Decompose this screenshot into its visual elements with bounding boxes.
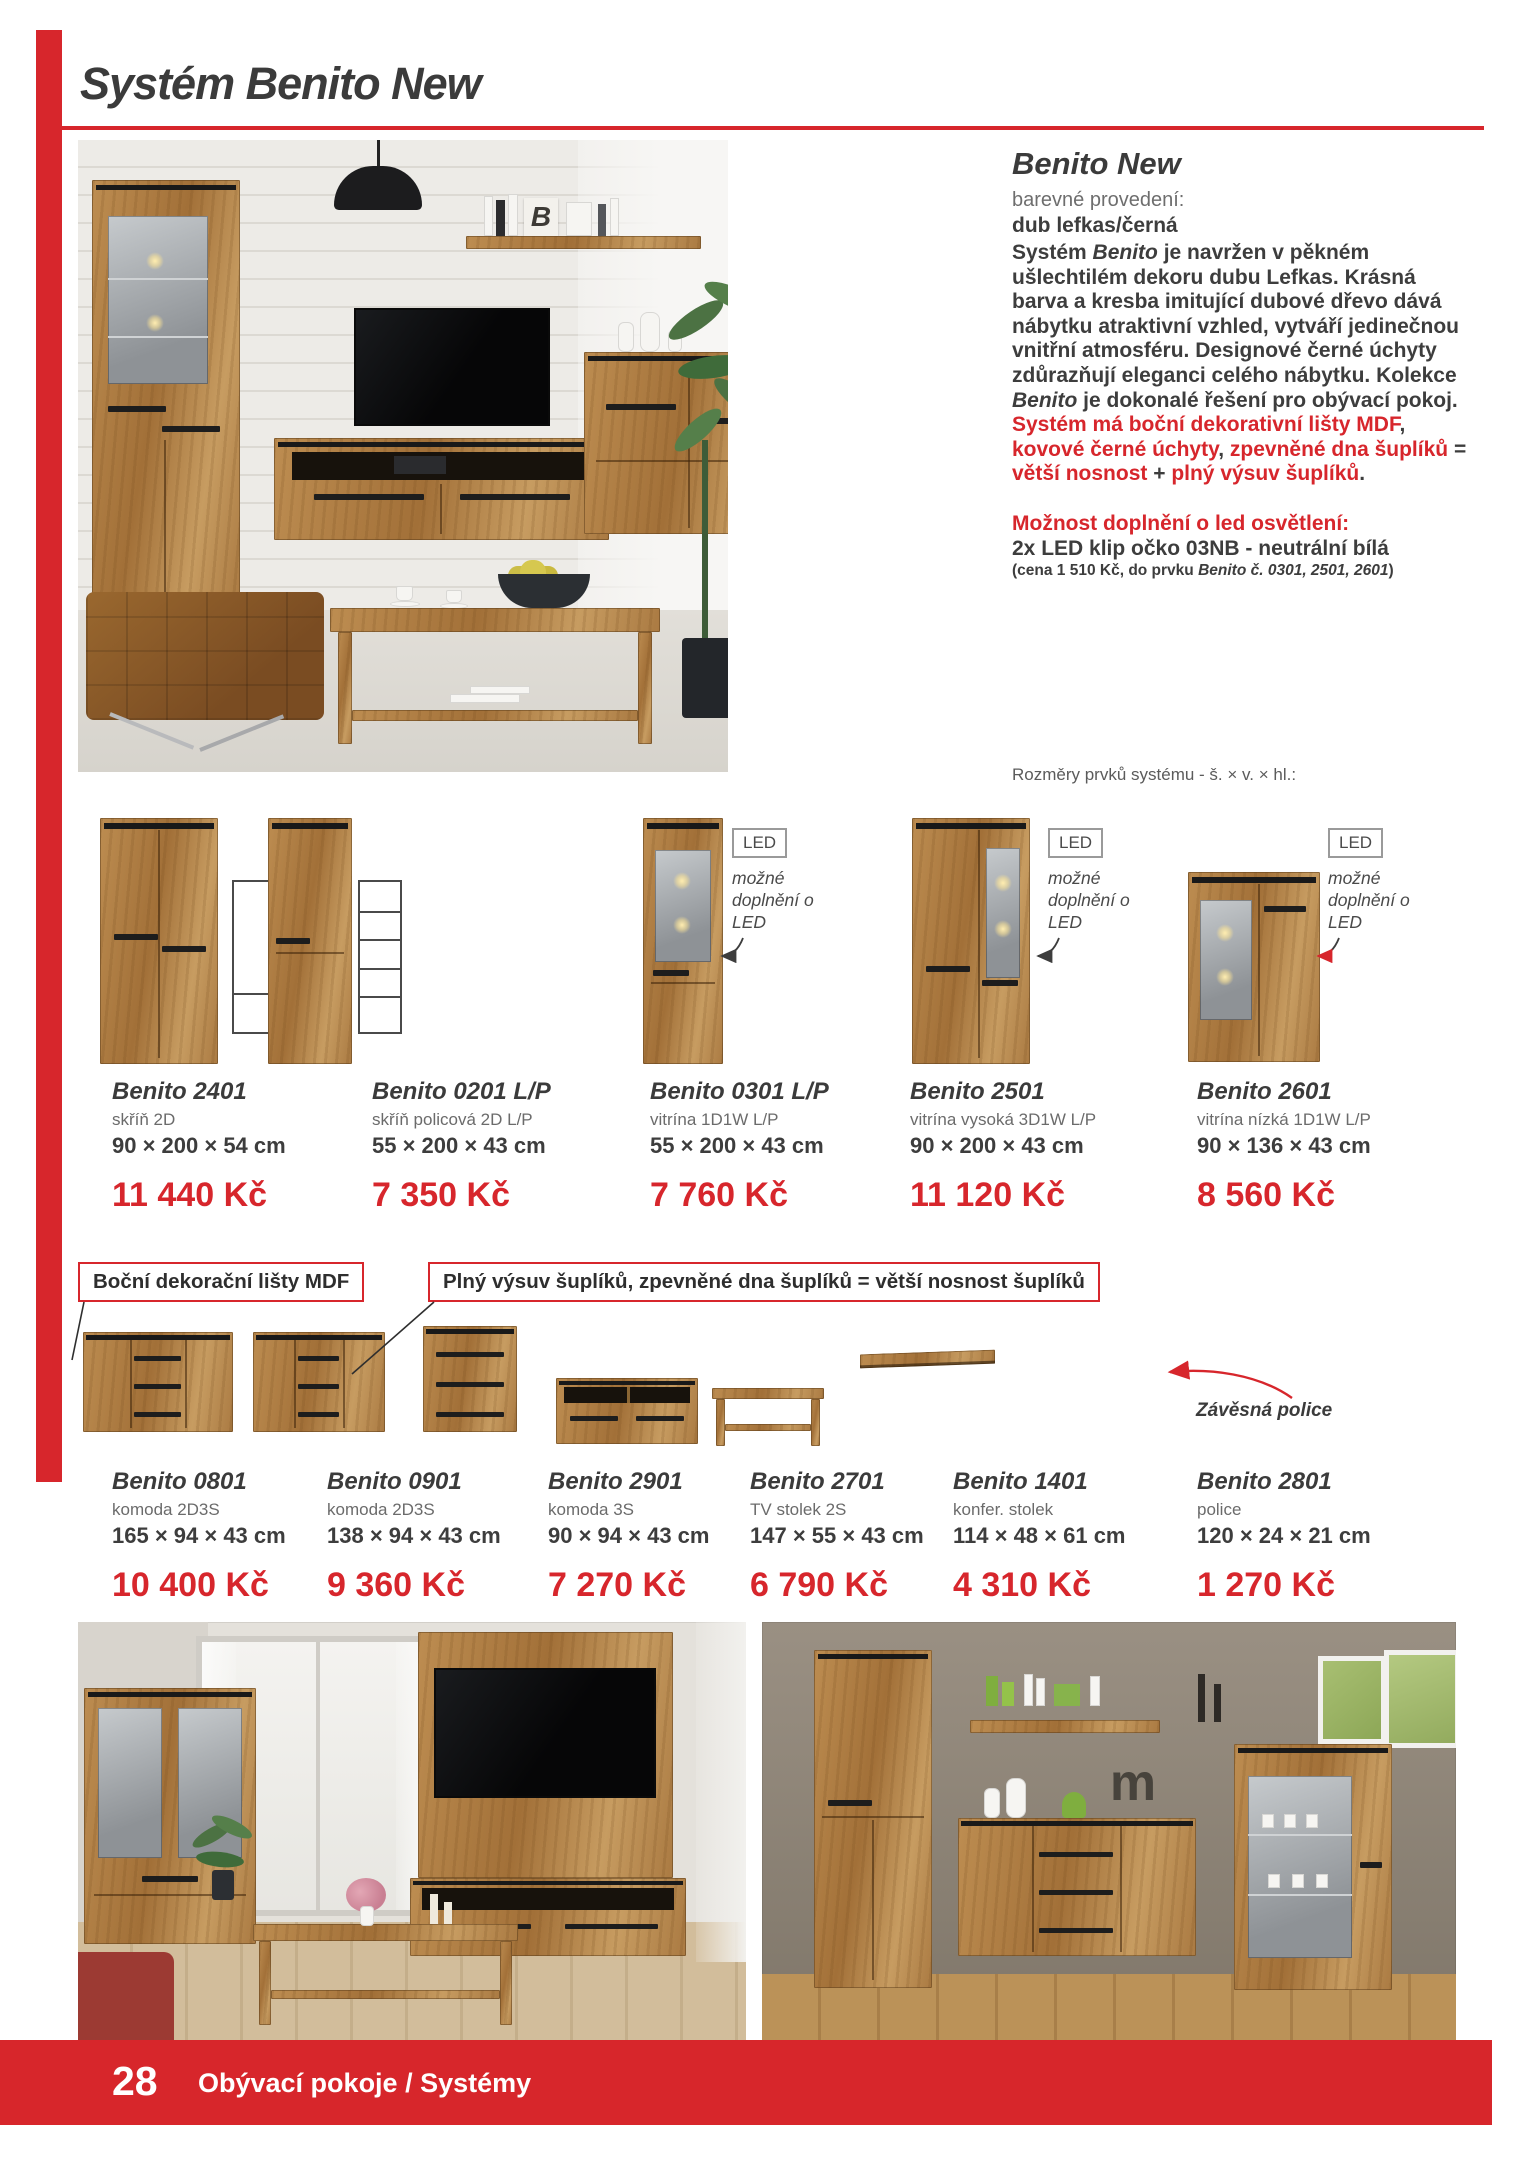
product-price: 8 560 Kč <box>1197 1176 1335 1214</box>
candlestick <box>1198 1674 1205 1722</box>
hero-leather-bench <box>86 592 324 756</box>
title-rule <box>47 126 1484 130</box>
led-arrow-icon <box>722 938 743 956</box>
product-name: Benito 1401 <box>953 1468 1088 1495</box>
product-price: 11 440 Kč <box>112 1176 268 1214</box>
product-image-benito-2701 <box>556 1378 698 1444</box>
vase <box>640 312 660 352</box>
photo-vitrine <box>1234 1744 1392 1990</box>
candlestick <box>1214 1684 1221 1722</box>
product-card-benito-2501 <box>910 1078 1160 1215</box>
layout-diagram-0201 <box>358 880 402 1034</box>
intro-paragraph-segment: , <box>1218 437 1230 461</box>
shelf-arrow-icon <box>1170 1371 1292 1398</box>
product-dims: 138 × 94 × 43 cm <box>327 1523 501 1548</box>
led-badge: LED <box>1328 828 1383 858</box>
lamp-cord <box>377 140 380 168</box>
led-arrow-icon <box>1318 938 1339 956</box>
green-bottle <box>1002 1682 1014 1706</box>
intro-paragraph-segment: Systém má boční dekorativní lišty MDF <box>1012 413 1400 437</box>
product-card-benito-0801 <box>112 1468 362 1605</box>
product-dims: 90 × 136 × 43 cm <box>1197 1133 1371 1158</box>
led-note-suffix: ) <box>1388 562 1394 580</box>
cup <box>446 590 462 603</box>
product-name: Benito 2601 <box>1197 1078 1332 1105</box>
product-image-benito-2601 <box>1188 872 1320 1062</box>
hero-display-cabinet <box>92 180 240 610</box>
hanging-shelf-note: Závěsná police <box>1196 1400 1333 1421</box>
product-price: 7 270 Kč <box>548 1566 686 1604</box>
product-dims: 114 × 48 × 61 cm <box>953 1523 1126 1548</box>
product-desc: skříň policová 2D L/P <box>372 1110 533 1129</box>
led-option-label <box>732 828 842 933</box>
product-image-benito-0201 <box>268 818 352 1064</box>
product-dims: 165 × 94 × 43 cm <box>112 1523 286 1548</box>
led-option-label <box>1048 828 1158 933</box>
product-desc: vitrína 1D1W L/P <box>650 1110 779 1129</box>
product-image-benito-0801 <box>83 1332 233 1432</box>
led-note <box>1012 561 1474 580</box>
intro-paragraph-segment: plný výsuv šuplíků <box>1171 462 1360 486</box>
hero-photo <box>78 140 728 772</box>
curtain <box>696 1622 746 1962</box>
intro-paragraph-segment: je navržen v pěkném ušlechtilém dekoru dubu Lefkas. Krásná barva a kresba imitující dubové dřevo dává nábytku atraktivní vzhled, vytváří jedinečnou vnitřní atmosféru. Designové černé úchyty zdůrazňují eleganci celého nábytku. Kolekce <box>1012 241 1459 387</box>
hero-plant <box>658 270 728 730</box>
product-card-benito-2801 <box>1197 1468 1447 1605</box>
magazines <box>470 686 530 694</box>
red-seat <box>78 1952 174 2040</box>
product-desc: komoda 2D3S <box>327 1500 435 1519</box>
photo-coffee-table <box>253 1924 518 2028</box>
led-caption: možné doplnění o LED <box>732 868 814 932</box>
intro-paragraph-segment: větší nosnost <box>1012 462 1148 486</box>
intro-paragraph-segment: kovové černé úchyty <box>1012 437 1219 461</box>
intro-paragraph-segment: = <box>1448 437 1467 461</box>
product-name: Benito 0201 L/P <box>372 1078 551 1105</box>
product-price: 10 400 Kč <box>112 1566 269 1604</box>
product-card-benito-0901 <box>327 1468 577 1605</box>
product-desc: police <box>1197 1500 1242 1519</box>
plant-pot <box>1062 1792 1086 1818</box>
product-image-benito-2901 <box>423 1326 517 1432</box>
saucer <box>390 601 420 607</box>
product-card-benito-2601 <box>1197 1078 1447 1215</box>
product-name: Benito 2901 <box>548 1468 683 1495</box>
product-price: 1 270 Kč <box>1197 1566 1335 1604</box>
product-price: 4 310 Kč <box>953 1566 1091 1604</box>
callout-drawer-system: Plný výsuv šuplíků, zpevněné dna šuplíků = větší nosnost šuplíků <box>428 1262 1100 1302</box>
photo-tv <box>434 1668 656 1798</box>
product-desc: komoda 3S <box>548 1500 634 1519</box>
product-dims: 90 × 94 × 43 cm <box>548 1523 710 1548</box>
product-dims: 55 × 200 × 43 cm <box>650 1133 824 1158</box>
candle <box>430 1894 438 1924</box>
product-image-benito-1401 <box>712 1388 824 1446</box>
product-card-benito-2401 <box>112 1078 362 1215</box>
hero-coffee-table <box>330 560 660 742</box>
decor-letter-b: B <box>524 198 558 236</box>
footer-section-label: Obývací pokoje / Systémy <box>198 2068 532 2098</box>
magazines <box>450 694 520 703</box>
photo-shelf-decor <box>970 1666 1160 1720</box>
led-badge: LED <box>732 828 787 858</box>
bottom-photo-left <box>78 1622 746 2040</box>
dimensions-note: Rozměry prvků systému - š. × v. × hl.: <box>1012 765 1297 784</box>
intro-panel <box>1012 146 1474 580</box>
hero-shelf-board <box>466 236 701 249</box>
green-box <box>1054 1684 1080 1706</box>
hero-tv-stand <box>274 438 609 540</box>
product-card-benito-0201-l-p <box>372 1078 622 1215</box>
decor-letter-m: m <box>1109 1754 1157 1812</box>
intro-paragraph-segment: , <box>1399 413 1406 437</box>
green-bottle <box>986 1676 998 1706</box>
left-accent-bar <box>36 30 62 1482</box>
photo-plant <box>186 1818 256 1928</box>
product-price: 6 790 Kč <box>750 1566 888 1604</box>
page-title: Systém Benito New <box>80 58 481 109</box>
product-dims: 90 × 200 × 43 cm <box>910 1133 1084 1158</box>
product-image-benito-2501 <box>912 818 1030 1064</box>
product-card-benito-1401 <box>953 1468 1203 1605</box>
bottom-photo-right <box>762 1622 1456 2040</box>
led-badge: LED <box>1048 828 1103 858</box>
product-image-benito-2401 <box>100 818 218 1064</box>
intro-paragraph-segment: zpevněné dna šuplíků <box>1229 437 1449 461</box>
product-price: 7 760 Kč <box>650 1176 788 1214</box>
product-dims: 147 × 55 × 43 cm <box>750 1523 924 1548</box>
vase <box>1006 1778 1026 1818</box>
product-desc: komoda 2D3S <box>112 1500 220 1519</box>
product-dims: 90 × 200 × 54 cm <box>112 1133 286 1158</box>
framed-art <box>1384 1650 1456 1748</box>
product-desc: konfer. stolek <box>953 1500 1054 1519</box>
product-desc: vitrína nízká 1D1W L/P <box>1197 1110 1371 1129</box>
fruit-bowl <box>498 574 590 608</box>
page-number: 28 <box>112 2058 158 2104</box>
led-line: 2x LED klip očko 03NB - neutrální bílá <box>1012 536 1389 560</box>
product-name: Benito 2701 <box>750 1468 885 1495</box>
photo-wall-shelf <box>970 1720 1160 1733</box>
hero-tv <box>354 308 550 426</box>
product-name: Benito 2401 <box>112 1078 247 1105</box>
intro-paragraph-segment: + <box>1147 462 1172 486</box>
product-price: 9 360 Kč <box>327 1566 465 1604</box>
flower-vase <box>360 1906 374 1926</box>
led-arrow-icon <box>1038 938 1059 956</box>
intro-paragraph <box>1012 241 1474 487</box>
product-desc: TV stolek 2S <box>750 1500 847 1519</box>
product-image-benito-2801 <box>860 1350 995 1369</box>
led-note-prefix: (cena 1 510 Kč, do prvku <box>1012 562 1199 580</box>
color-value: dub lefkas/černá <box>1012 214 1178 237</box>
product-dims: 120 × 24 × 21 cm <box>1197 1523 1371 1548</box>
product-name: Benito 0301 L/P <box>650 1078 829 1105</box>
framed-art <box>1318 1656 1386 1744</box>
led-heading: Možnost doplnění o led osvětlení: <box>1012 511 1350 535</box>
vase <box>618 322 634 352</box>
product-name: Benito 2501 <box>910 1078 1045 1105</box>
callout-side-strips: Boční dekorační lišty MDF <box>78 1262 364 1302</box>
product-card-benito-0301-l-p <box>650 1078 900 1215</box>
led-caption: možné doplnění o LED <box>1328 868 1410 932</box>
color-label: barevné provedení: <box>1012 189 1185 211</box>
product-price: 7 350 Kč <box>372 1176 510 1214</box>
intro-paragraph-segment: Benito <box>1092 241 1158 264</box>
vase <box>984 1788 1000 1818</box>
intro-paragraph-segment: Benito <box>1012 388 1078 412</box>
product-desc: vitrína vysoká 3D1W L/P <box>910 1110 1097 1129</box>
intro-paragraph-segment: je dokonalé řešení pro obývací pokoj. <box>1077 388 1458 412</box>
product-name: Benito 0901 <box>327 1468 462 1495</box>
product-price: 11 120 Kč <box>910 1176 1066 1214</box>
candle <box>444 1902 452 1924</box>
product-desc: skříň 2D <box>112 1110 176 1129</box>
product-name: Benito 2801 <box>1197 1468 1332 1495</box>
footer-bar <box>0 2040 1492 2125</box>
intro-paragraph-segment: Systém <box>1012 241 1093 264</box>
product-image-benito-0301 <box>643 818 723 1064</box>
cup <box>396 586 413 601</box>
photo-sideboard <box>958 1818 1196 1956</box>
intro-paragraph-segment: . <box>1359 462 1366 486</box>
product-name: Benito 0801 <box>112 1468 247 1495</box>
product-dims: 55 × 200 × 43 cm <box>372 1133 546 1158</box>
led-option-label <box>1328 828 1438 933</box>
photo-tall-cabinet <box>814 1650 932 1988</box>
product-image-benito-0901 <box>253 1332 385 1432</box>
led-note-items: Benito č. 0301, 2501, 2601 <box>1198 562 1389 580</box>
led-caption: možné doplnění o LED <box>1048 868 1130 932</box>
intro-heading: Benito New <box>1012 146 1181 181</box>
